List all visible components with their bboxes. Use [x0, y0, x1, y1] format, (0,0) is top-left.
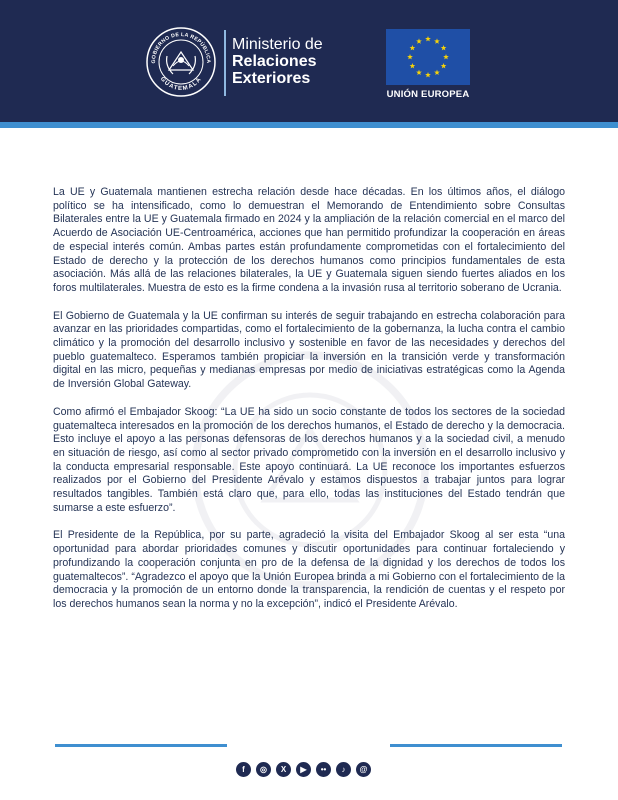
eu-star	[434, 38, 440, 43]
footer-line-right	[390, 744, 562, 747]
guatemala-seal-logo	[145, 26, 217, 98]
eu-star	[416, 38, 422, 43]
ministry-wordmark	[232, 36, 323, 87]
tiktok-icon[interactable]: ♪	[336, 762, 351, 777]
eu-star	[425, 36, 431, 41]
eu-star	[434, 70, 440, 75]
instagram-icon[interactable]: ◎	[256, 762, 271, 777]
header-divider	[224, 30, 226, 96]
eu-star	[425, 72, 431, 77]
ministry-line-2: Relaciones	[232, 53, 317, 70]
paragraph: El Gobierno de Guatemala y la UE confirman su interés de seguir trabajando en estrecha colaboración para avanzar en las prioridades compartidas, como el fortalecimiento de la gobernanza, la lucha contra el cambio climático y la promoción del desarrollo inclusivo y sostenible en favor de las necesidades y derechos del pueblo guatemalteco. Esperamos también propiciar la inversión en la transición verde y transformación digital en las micro, pequeñas y medianas empresas por medio de iniciativas estratégicas como la Agenda de Inversión Global Gateway.	[53, 309, 565, 391]
facebook-icon[interactable]: f	[236, 762, 251, 777]
press-release-body	[53, 186, 565, 626]
eu-flag-icon	[386, 29, 470, 85]
eu-star	[410, 45, 416, 50]
svg-text:GOBIERNO DE LA REPÚBLICA: GOBIERNO DE LA REPÚBLICA	[150, 31, 212, 64]
header-stripe	[0, 122, 618, 128]
eu-star	[443, 54, 449, 59]
threads-icon[interactable]: @	[356, 762, 371, 777]
paragraph: El Presidente de la República, por su parte, agradeció la visita del Embajador Skoog al ser esta “una oportunidad para abordar prioridades comunes y discutir oportunidades para continuar fortaleciendo y profundizando la cooperación conjunta en pro de la defensa de la dignidad y los derechos de todos los guatemaltecos”. “Agradezco el apoyo que la Unión Europea brinda a mi Gobierno con el fortalecimiento de la democracia y la promoción de un entorno donde la transparencia, la rendición de cuentas y el respeto por los derechos humanos sean la norma y no la excepción”, indicó el Presidente Arévalo.	[53, 529, 565, 610]
flickr-icon[interactable]: ••	[316, 762, 331, 777]
ministry-line-1: Ministerio de	[232, 36, 323, 53]
svg-text:GUATEMALA: GUATEMALA	[158, 76, 204, 93]
eu-star	[416, 70, 422, 75]
youtube-icon[interactable]: ▶	[296, 762, 311, 777]
eu-star	[410, 63, 416, 68]
social-media-links	[236, 762, 371, 777]
ministry-line-3: Exteriores	[232, 70, 311, 87]
header-banner	[0, 0, 618, 122]
footer-line-left	[55, 744, 227, 747]
eu-star	[441, 45, 447, 50]
paragraph: Como afirmó el Embajador Skoog: “La UE ha sido un socio constante de todos los sectores de la sociedad guatemalteca interesados en la promoción de los derechos humanos, el Estado de derecho y la democracia. Esto incluye el apoyo a las personas defensoras de los derechos humanos y a la sociedad civil, a menudo en situación de riesgo, así como al sector privado comprometido con la inversión en el desarrollo inclusivo y la conducta empresarial responsable. Este apoyo continuará. La UE reconoce los importantes esfuerzos realizados por el Gobierno del Presidente Arévalo y estamos dispuestos a trabajar juntos para lograr resultados tangibles. También está claro que, para ello, todas las instituciones del Estado tendrán que sumarse a este esfuerzo”.	[53, 405, 565, 514]
eu-label: UNIÓN EUROPEA	[386, 89, 470, 100]
paragraph: La UE y Guatemala mantienen estrecha relación desde hace décadas. En los últimos años, el diálogo político se ha intensificado, como lo demuestran el Memorando de Entendimiento sobre Consultas Bilaterales entre la UE y Guatemala firmado en 2024 y la ampliación de la relación comercial en el marco del Acuerdo de Asociación UE-Centroamérica, acciones que han permitido profundizar la cooperación en áreas de especial interés común. Ambas partes están profundamente comprometidas con el fortalecimiento del Estado de derecho y la protección de los derechos humanos como principios fundamentales de esta asociación. Más allá de las relaciones bilaterales, la UE y Guatemala siguen siendo fuertes aliados en los foros multilaterales. Muestra de esto es la firme condena a la invasión rusa al territorio soberano de Ucrania.	[53, 186, 565, 294]
eu-star	[407, 54, 413, 59]
x-icon[interactable]: X	[276, 762, 291, 777]
eu-star	[441, 63, 447, 68]
